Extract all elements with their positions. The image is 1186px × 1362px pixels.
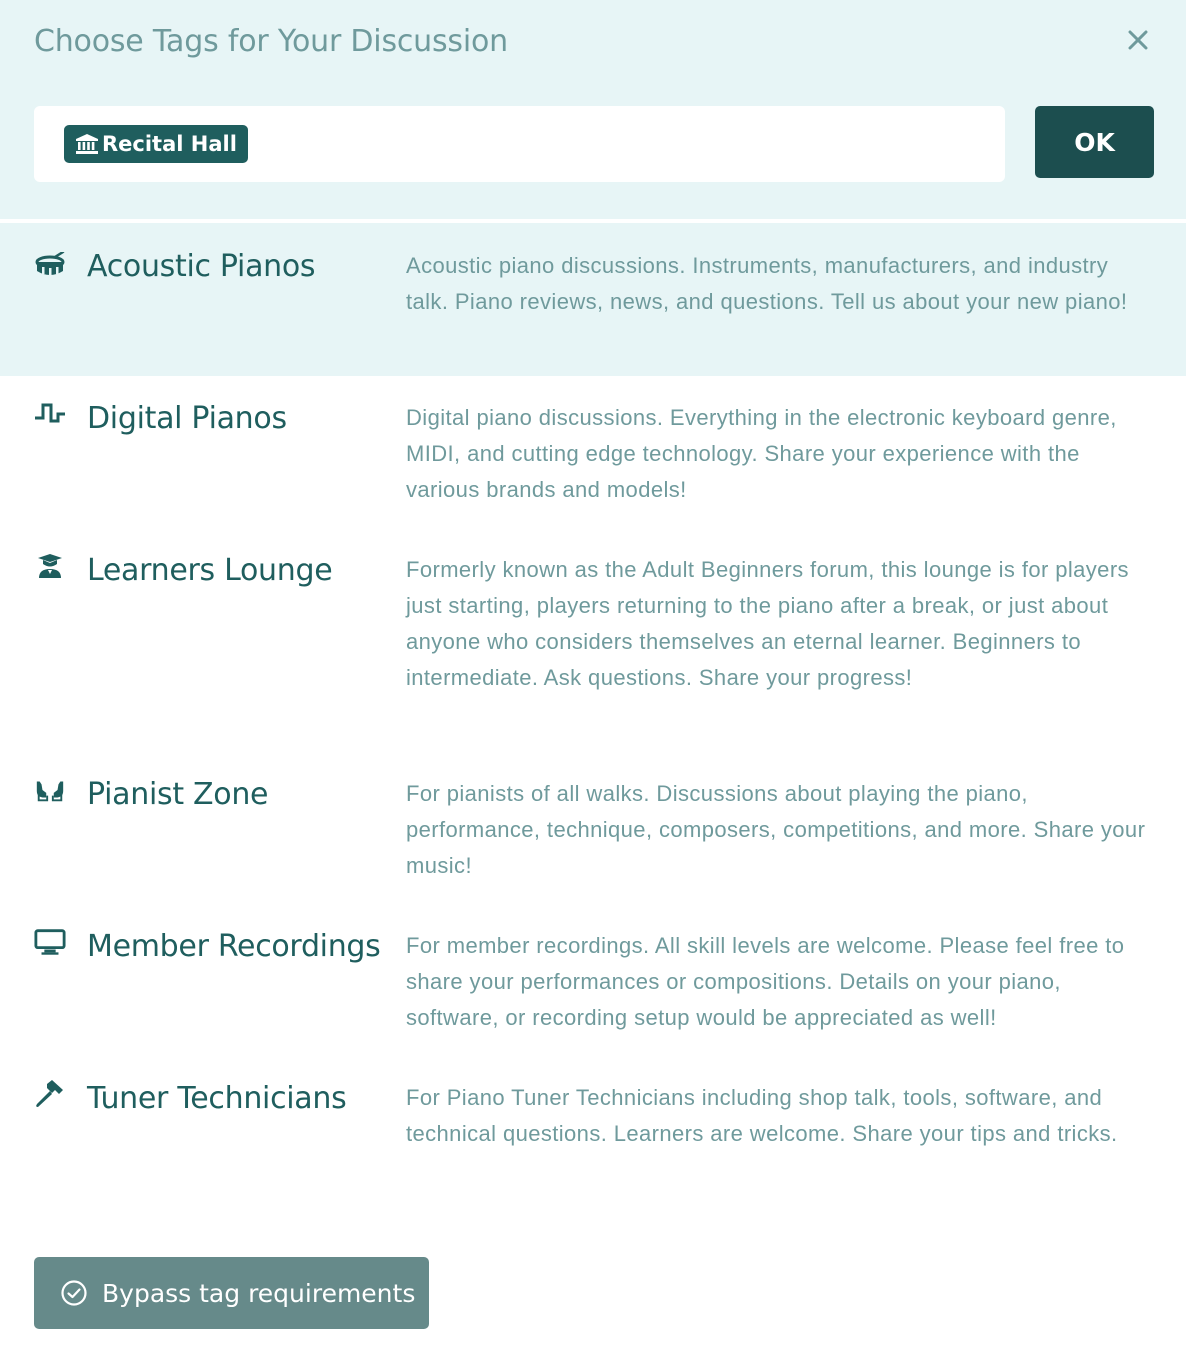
- tag-name: Digital Pianos: [87, 401, 287, 436]
- check-circle-icon: [60, 1279, 88, 1307]
- tag-name: Acoustic Pianos: [87, 249, 316, 284]
- desktop-icon: [34, 926, 66, 958]
- institution-icon: [75, 133, 99, 155]
- drum-icon: [34, 249, 66, 281]
- tag-item-acoustic-pianos[interactable]: [0, 223, 1186, 376]
- tag-description: For pianists of all walks. Discussions about playing the piano, performance, technique, composers, competitions, and more. Share your music!: [406, 781, 1146, 878]
- tag-item-pianist-zone[interactable]: [0, 752, 1186, 904]
- modal-title: Choose Tags for Your Discussion: [34, 24, 508, 59]
- tag-description: Digital piano discussions. Everything in the electronic keyboard genre, MIDI, and cutting edge technology. Share your experience with the various brands and models!: [406, 405, 1117, 502]
- ok-button[interactable]: OK: [1035, 106, 1154, 178]
- tag-description: For member recordings. All skill levels are welcome. Please feel free to share your performances or compositions. Details on your piano, software, or recording setup would be appreciated as well!: [406, 933, 1125, 1030]
- tag-item-digital-pianos[interactable]: [0, 376, 1186, 528]
- tag-item-member-recordings[interactable]: [0, 904, 1186, 1056]
- graduate-icon: [34, 550, 66, 582]
- tag-description: Acoustic piano discussions. Instruments, manufacturers, and industry talk. Piano reviews, news, and questions. Tell us about your new piano!: [406, 253, 1128, 314]
- close-icon: [1127, 29, 1149, 51]
- selected-tag-label: Recital Hall: [102, 132, 237, 156]
- tag-item-learners-lounge[interactable]: [0, 528, 1186, 752]
- selected-tag-chip[interactable]: [64, 125, 248, 163]
- tag-name: Member Recordings: [87, 929, 381, 964]
- selected-tags-input[interactable]: [34, 106, 1005, 182]
- bypass-label: Bypass tag requirements: [102, 1278, 416, 1308]
- close-button[interactable]: [1120, 22, 1156, 58]
- square-wave-icon: [34, 398, 66, 430]
- tag-item-tuner-technicians[interactable]: [0, 1056, 1186, 1208]
- hammer-icon: [34, 1078, 66, 1110]
- tag-description: Formerly known as the Adult Beginners forum, this lounge is for players just starting, players returning to the piano after a break, or just about anyone who considers themselves an eternal learner. Beginners to intermediate. Ask questions. Share your progress!: [406, 557, 1129, 690]
- bypass-tag-requirements-button[interactable]: [34, 1257, 429, 1329]
- hands-icon: [34, 774, 66, 806]
- tag-name: Tuner Technicians: [87, 1081, 347, 1116]
- tag-name: Learners Lounge: [87, 553, 333, 588]
- tag-name: Pianist Zone: [87, 777, 269, 812]
- modal-header: [0, 0, 1186, 221]
- tag-description: For Piano Tuner Technicians including shop talk, tools, software, and technical questions. Learners are welcome. Share your tips and tricks.: [406, 1085, 1118, 1146]
